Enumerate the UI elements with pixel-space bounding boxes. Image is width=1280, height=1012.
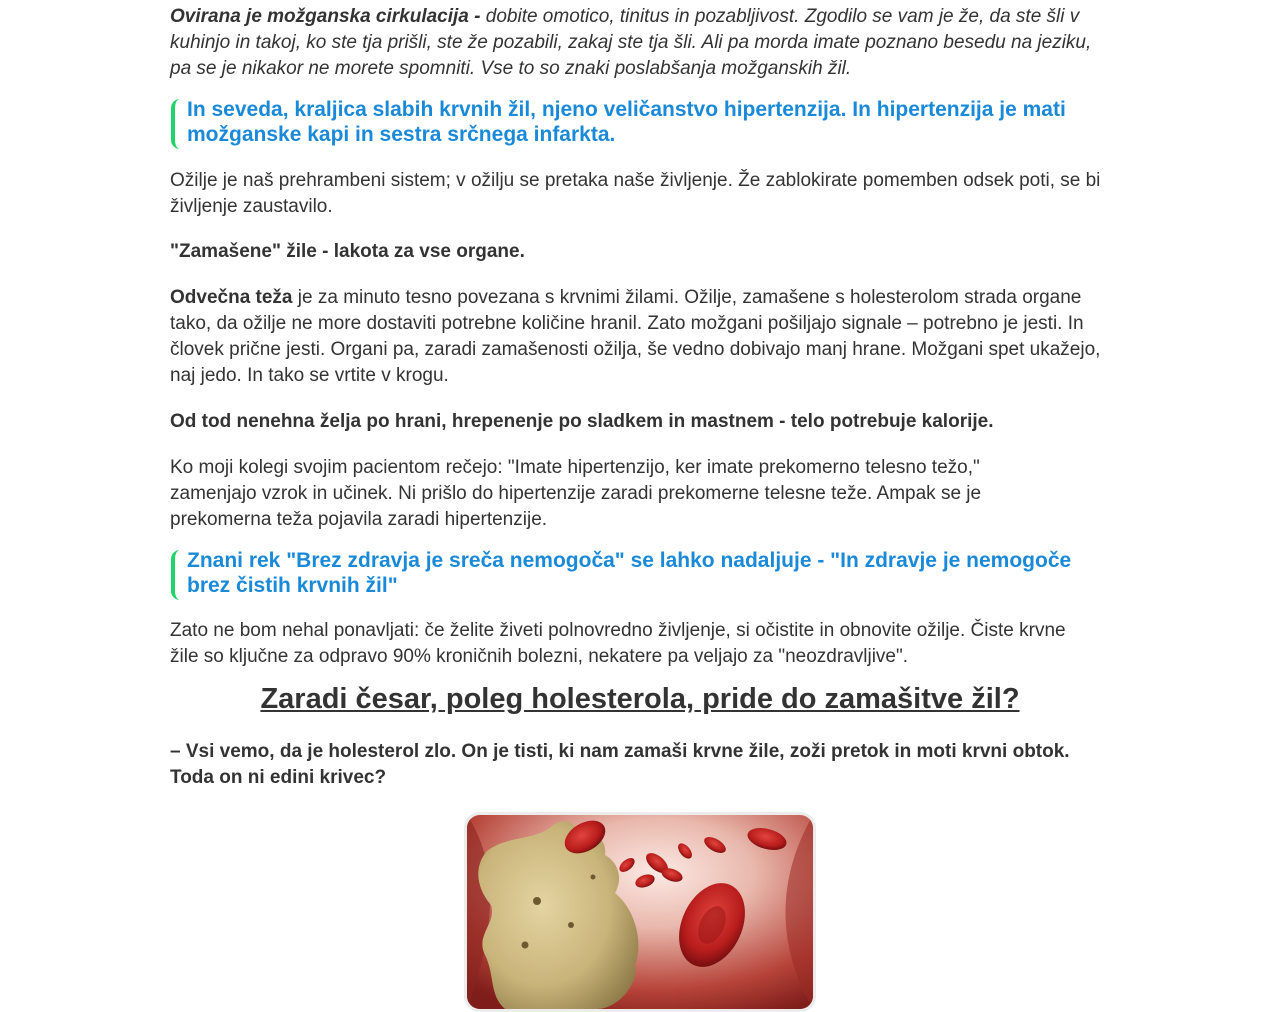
paragraph-cause-effect: Ko moji kolegi svojim pacientom rečejo: "Imate hipertenzijo, ker imate prekomerno telesno težo," zamenjajo vzrok in učinek. Ni prišlo do hipertenzije zaradi prekomerne telesne teže. Ampak se je prekomerna teža pojavila zaradi hipertenzije. — [170, 457, 982, 530]
quote-text: Znani rek "Brez zdravja je sreča nemogoča" se lahko nadaljuje - "In zdravje je nemogoče brez čistih krvnih žil" — [187, 549, 1072, 597]
excess-weight-text: je za minuto tesno povezana s krvnimi žilami. Ožilje, zamašene s holesterolom strada organe tako, da ožilje ne more dostaviti potrebne količine hranil. Zato možgani pošiljajo signale – potrebno je jesti. In človek prične jesti. Organi pa, zaradi zamašenosti ožilja, še vedno dobivajo manj hrane. Možgani spet ukažejo, naj jedo. In tako se vrtite v krogu. — [170, 287, 1101, 386]
plaque-pit — [522, 942, 529, 949]
intro-text: dobite omotico, tinitus in pozabljivost. Zgodilo se vam je že, da ste šli v kuhinjo in takoj, ko ste tja prišli, ste že pozabili, zakaj ste tja šli. Ali pa morda imate poznano besedu na jeziku, pa se je nikakor ne morete spomniti. Vse to so znaki poslabšanja možganskih žil. — [170, 6, 1092, 79]
artery-plaque-illustration — [467, 815, 813, 1009]
paragraph-clean-veins: Zato ne bom nehal ponavljati: če želite živeti polnovredno življenje, si očistite in obnovite ožilje. Čiste krvne žile so ključne za odpravo 90% kroničnih bolezni, nekatere pa veljajo za "neozdravljive". — [170, 620, 1066, 667]
paragraph-vascular-system: Ožilje je naš prehrambeni sistem; v ožilju se pretaka naše življenje. Že zablokirate pomemben odsek poti, se bi življenje zaustavilo. — [170, 170, 1101, 217]
plaque-pit — [533, 897, 541, 905]
intro-paragraph — [170, 4, 1100, 82]
excess-weight-bold: Odvečna teža — [170, 287, 293, 308]
artery-plaque-image — [464, 812, 816, 1012]
quote-text: In seveda, kraljica slabih krvnih žil, njeno veličanstvo hipertenzija. In hipertenzija je mati možganske kapi in sestra srčnega infarkta. — [187, 98, 1066, 146]
plaque-pit — [591, 875, 596, 880]
section-heading: Zaradi česar, poleg holesterola, pride do zamašitve žil? — [260, 683, 1020, 715]
intro-bold: Ovirana je možganska cirkulacija - — [170, 6, 486, 27]
pull-quote-health — [170, 548, 1110, 598]
plaque-pit — [568, 922, 574, 928]
paragraph-clogged-veins: "Zamašene" žile - lakota za vse organe. — [170, 241, 525, 262]
paragraph-excess-weight — [170, 285, 1115, 389]
pull-quote-hypertension — [170, 97, 1110, 147]
paragraph-cholesterol: – Vsi vemo, da je holesterol zlo. On je tisti, ki nam zamaši krvne žile, zoži pretok in moti krvni obtok. Toda on ni edini krivec? — [170, 741, 1070, 788]
paragraph-food-craving: Od tod nenehna želja po hrani, hrepenenje po sladkem in mastnem - telo potrebuje kalorije. — [170, 411, 994, 432]
